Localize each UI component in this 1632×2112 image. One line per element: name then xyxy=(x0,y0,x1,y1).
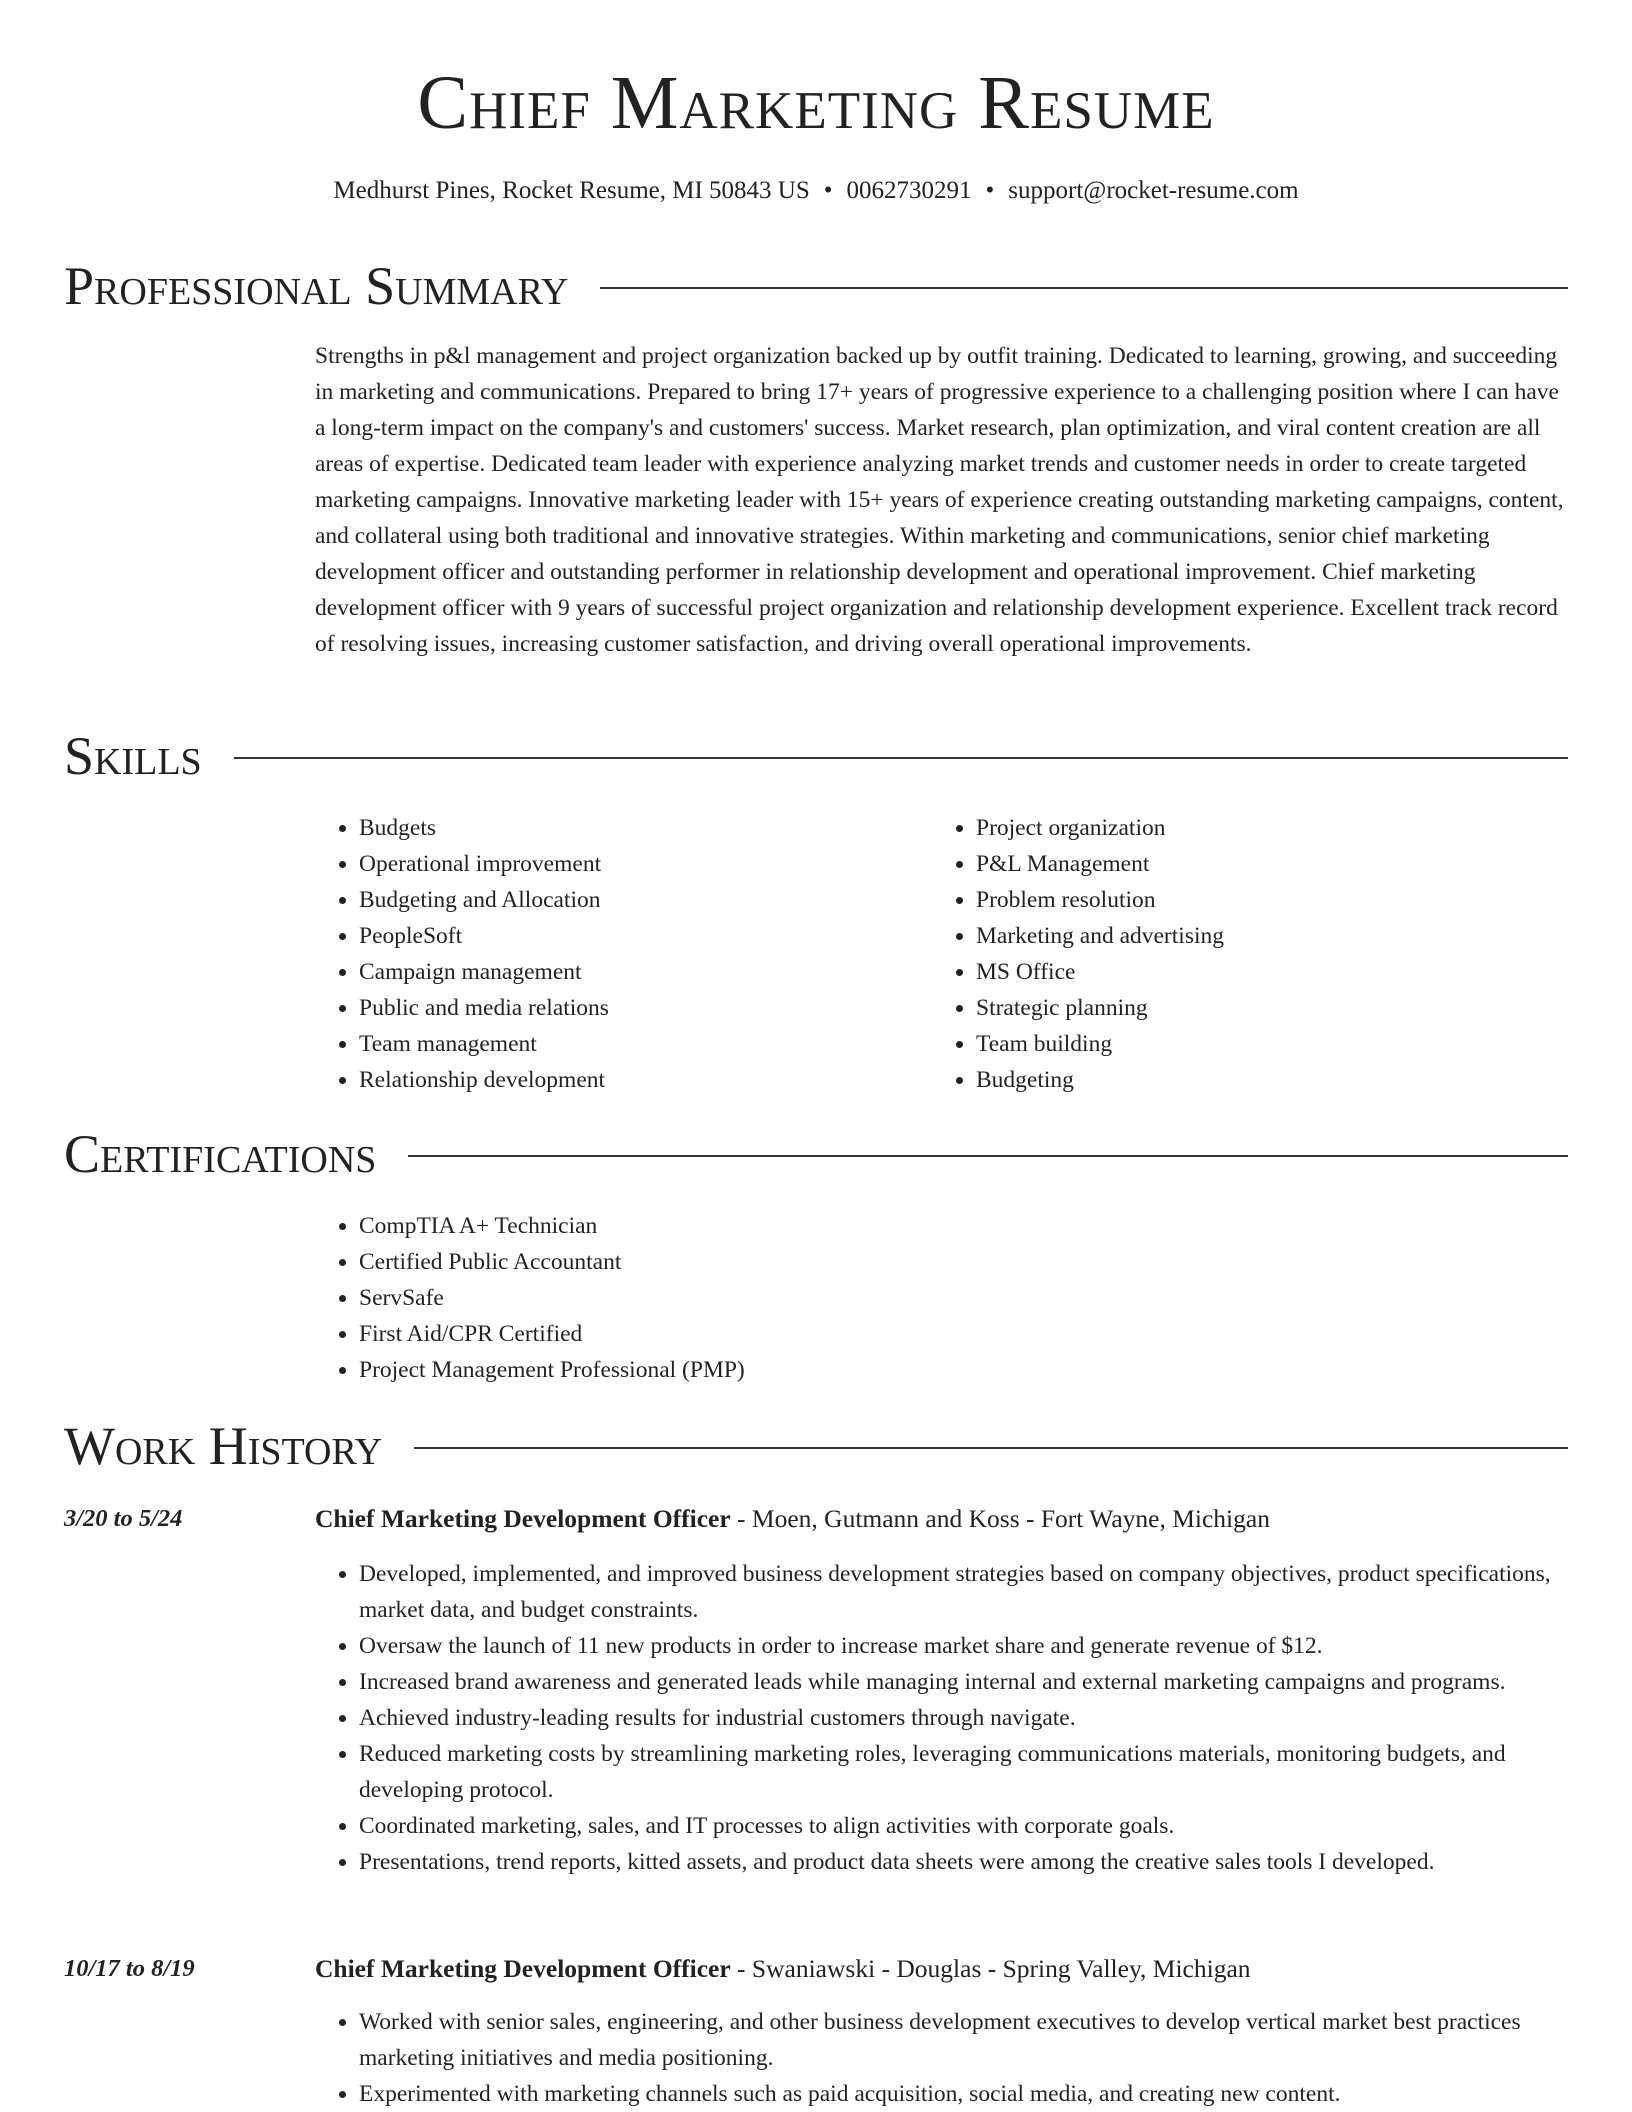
certification-item: • ServSafe xyxy=(359,1280,1215,1316)
section-title-work-history: Work History xyxy=(64,1416,383,1476)
skill-item: • Budgeting and Allocation xyxy=(359,882,895,918)
job-bullet: • Achieved industry-leading results for industrial customers through navigate. xyxy=(359,1700,1575,1736)
skill-item: • Relationship development xyxy=(359,1062,895,1098)
job-responsibilities xyxy=(315,1556,1575,1880)
job-bullet: • Oversaw the launch of 11 new products in order to increase market share and generate revenue of $12. xyxy=(359,1628,1575,1664)
job-bullet: • Coordinated marketing, sales, and IT processes to align activities with corporate goals. xyxy=(359,1808,1575,1844)
section-title-skills: Skills xyxy=(64,726,202,786)
job-heading xyxy=(315,1502,1565,1536)
certification-item: • CompTIA A+ Technician xyxy=(359,1208,1215,1244)
job-responsibilities xyxy=(315,2004,1575,2112)
skill-item: • Team management xyxy=(359,1026,895,1062)
certification-item: • Project Management Professional (PMP) xyxy=(359,1352,1215,1388)
job-bullet: • Experimented with marketing channels such as paid acquisition, social media, and creating new content. xyxy=(359,2076,1575,2112)
resume-title: Chief Marketing Resume xyxy=(417,61,1215,145)
skill-item: • Strategic planning xyxy=(976,990,1552,1026)
contact-phone: 0062730291 xyxy=(846,177,972,204)
section-divider xyxy=(408,1155,1568,1157)
section-divider xyxy=(600,287,1568,289)
skills-column-left xyxy=(315,810,895,1098)
summary-text: Strengths in p&l management and project organization backed up by outfit training. Dedicated to learning, growing, and succeeding in marketing and communications. Prepared to bring 17+ years of progressive experience to a challenging position where I can have a long-term impact on the company's and customers' success. Market research, plan optimization, and viral content creation are all areas of expertise. Dedicated team leader with experience analyzing market trends and customer needs in order to create targeted marketing campaigns. Innovative marketing leader with 15+ years of experience creating outstanding marketing campaigns, content, and collateral using both traditional and innovative strategies. Within marketing and communications, senior chief marketing development officer and outstanding performer in relationship development and operational improvement. Chief marketing development officer with 9 years of successful project organization and relationship development experience. Excellent track record of resolving issues, increasing customer satisfaction, and driving overall operational improvements. xyxy=(315,343,1564,657)
contact-separator: • xyxy=(985,177,995,204)
job-bullet: • Worked with senior sales, engineering, and other business development executives to develop vertical market best practices marketing initiatives and media positioning. xyxy=(359,2004,1575,2076)
section-header-work-history xyxy=(64,1414,1568,1478)
contact-email[interactable]: support@rocket-resume.com xyxy=(1008,177,1299,204)
job-bullet: • Developed, implemented, and improved business development strategies based on company objectives, product specifications, market data, and budget constraints. xyxy=(359,1556,1575,1628)
certifications-list xyxy=(315,1208,1215,1388)
section-header-summary xyxy=(64,254,1568,318)
contact-address: Medhurst Pines, Rocket Resume, MI 50843 US xyxy=(333,177,810,204)
skill-item: • Team building xyxy=(976,1026,1552,1062)
job-details: - Swaniawski - Douglas - Spring Valley, Michigan xyxy=(730,1954,1251,1983)
skill-item: • MS Office xyxy=(976,954,1552,990)
skills-list xyxy=(315,810,895,1098)
job-details: - Moen, Gutmann and Koss - Fort Wayne, Michigan xyxy=(730,1504,1270,1533)
skill-item: • Budgets xyxy=(359,810,895,846)
skills-column-right xyxy=(932,810,1552,1098)
skills-list xyxy=(932,810,1552,1098)
job-title: Chief Marketing Development Officer xyxy=(315,1954,731,1983)
skill-item: • Budgeting xyxy=(976,1062,1552,1098)
skill-item: • Operational improvement xyxy=(359,846,895,882)
section-divider xyxy=(234,757,1568,759)
section-header-skills xyxy=(64,724,1568,788)
job-bullet-list xyxy=(315,1556,1575,1880)
job-dates: 3/20 to 5/24 xyxy=(64,1505,183,1532)
skill-item: • PeopleSoft xyxy=(359,918,895,954)
skill-item: • Project organization xyxy=(976,810,1552,846)
certifications-block xyxy=(315,1208,1215,1388)
job-dates: 10/17 to 8/19 xyxy=(64,1955,195,1982)
job-bullet-list xyxy=(315,2004,1575,2112)
certification-item: • Certified Public Accountant xyxy=(359,1244,1215,1280)
job-heading xyxy=(315,1952,1565,1986)
certification-item: • First Aid/CPR Certified xyxy=(359,1316,1215,1352)
skill-item: • P&L Management xyxy=(976,846,1552,882)
job-bullet: • Presentations, trend reports, kitted assets, and product data sheets were among the creative sales tools I developed. xyxy=(359,1844,1575,1880)
contact-separator: • xyxy=(823,177,833,204)
skill-item: • Marketing and advertising xyxy=(976,918,1552,954)
job-title: Chief Marketing Development Officer xyxy=(315,1504,731,1533)
job-bullet: • Reduced marketing costs by streamlining marketing roles, leveraging communications materials, monitoring budgets, and developing protocol. xyxy=(359,1736,1575,1808)
section-header-certifications xyxy=(64,1122,1568,1186)
contact-line xyxy=(0,174,1632,208)
skill-item: • Public and media relations xyxy=(359,990,895,1026)
section-title-certifications: Certifications xyxy=(64,1124,377,1184)
skill-item: • Problem resolution xyxy=(976,882,1552,918)
job-bullet: • Increased brand awareness and generated leads while managing internal and external marketing campaigns and programs. xyxy=(359,1664,1575,1700)
section-divider xyxy=(414,1447,1568,1449)
section-title-summary: Professional Summary xyxy=(64,256,569,316)
skill-item: • Campaign management xyxy=(359,954,895,990)
